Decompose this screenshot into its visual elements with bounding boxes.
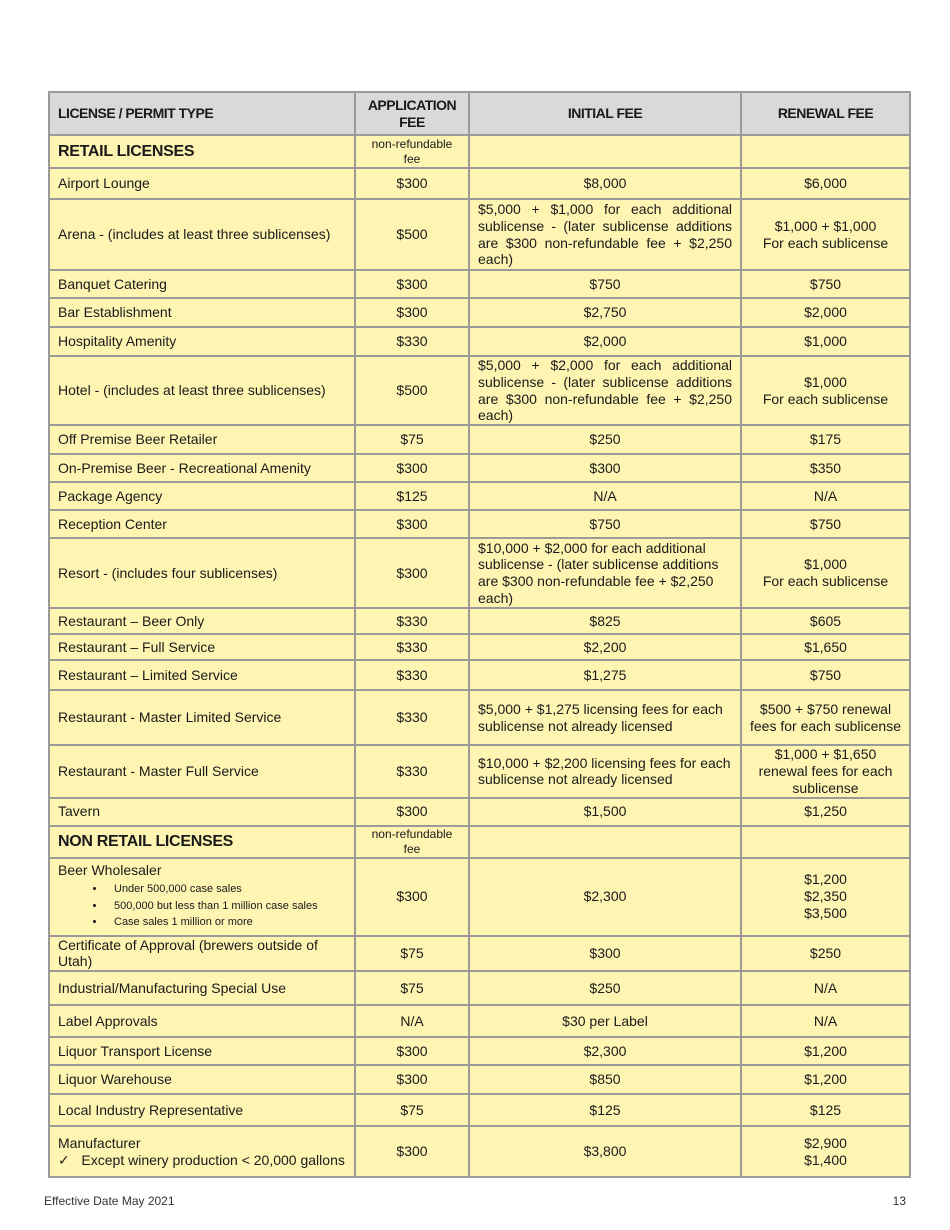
license-name: Resort - (includes four sublicenses) [49,538,355,608]
header-application-fee: APPLICATION FEE [355,92,469,135]
initial-fee [469,538,741,608]
license-name: Liquor Transport License [49,1037,355,1065]
checkmark-icon: ✓ [58,1151,70,1168]
application-fee: $300 [355,454,469,482]
license-name: Banquet Catering [49,270,355,298]
section-title: RETAIL LICENSES [49,135,355,168]
table-row [49,798,910,826]
table-row [49,1065,910,1094]
initial-fee: $2,300 [469,1037,741,1065]
license-name: Industrial/Manufacturing Special Use [49,971,355,1005]
table-row [49,425,910,454]
list-item: • Case sales 1 million or more [106,914,346,931]
initial-fee: $2,000 [469,327,741,356]
renewal-fee: $750 [741,270,910,298]
application-fee: $300 [355,538,469,608]
renewal-fee-lead: $500 + [759,700,804,717]
application-fee: $300 [355,858,469,936]
initial-fee: $250 [469,425,741,454]
renewal-fee: $175 [741,425,910,454]
table-row [49,690,910,745]
license-name: Hotel - (includes at least three sublicenses) [49,356,355,425]
initial-fee: $1,275 [469,660,741,690]
initial-fee: $2,300 [469,858,741,936]
initial-fee: N/A [469,482,741,510]
initial-fee-detail: $1,275 licensing fees for each sublicense not already licensed [478,700,723,734]
section-row-nonretail [49,826,910,858]
application-fee: $300 [355,1037,469,1065]
initial-fee [469,690,741,745]
application-fee: N/A [355,1005,469,1037]
table-row [49,634,910,660]
renewal-fee: $1,200 [741,1065,910,1094]
renewal-fee-line: $2,900 [804,1134,847,1151]
renewal-fee [741,1126,910,1177]
application-fee: $300 [355,298,469,327]
application-fee: $330 [355,327,469,356]
manufacturer-exception [58,1152,346,1169]
section-row-retail [49,135,910,168]
application-fee: $300 [355,1126,469,1177]
header-row [49,92,910,135]
renewal-fee: $750 [741,660,910,690]
table-row [49,298,910,327]
renewal-fee: $750 [741,510,910,538]
effective-date: Effective Date May 2021 [44,1194,175,1208]
license-name-label: Manufacturer [58,1134,141,1151]
license-name: On-Premise Beer - Recreational Amenity [49,454,355,482]
renewal-fee-detail: $750 renewal fees for each sublicense [750,700,901,734]
application-fee: $300 [355,510,469,538]
application-fee: $300 [355,1065,469,1094]
application-fee: $330 [355,660,469,690]
table-row [49,936,910,972]
application-fee: $330 [355,608,469,634]
table-row [49,168,910,199]
initial-fee-detail: $2,000 for each additional sublicense - (later sublicense additions are $300 non-refundable fee + $2,250 each) [478,357,733,424]
initial-fee-detail: $2,200 licensing fees for each sublicense not already licensed [478,754,731,788]
table-row [49,482,910,510]
license-name: Tavern [49,798,355,826]
table-row [49,1037,910,1065]
table-row [49,199,910,270]
renewal-fee: $350 [741,454,910,482]
license-name: Restaurant – Beer Only [49,608,355,634]
table-row [49,510,910,538]
initial-fee: $300 [469,454,741,482]
renewal-fee [741,356,910,425]
initial-fee-lead: $5,000 + [478,200,540,217]
section-note: non-refundable fee [355,135,469,168]
license-name: Certificate of Approval (brewers outside of Utah) [49,936,355,972]
initial-fee-lead: $10,000 + [478,539,541,556]
table-row [49,327,910,356]
renewal-fee-line: $3,500 [804,904,847,921]
initial-fee: $850 [469,1065,741,1094]
license-name [49,858,355,936]
list-item: • 500,000 but less than 1 million case sales [106,898,346,915]
initial-fee [469,199,741,270]
application-fee: $500 [355,356,469,425]
initial-fee: $750 [469,270,741,298]
renewal-fee-detail: $1,650 renewal fees for each sublicense [758,746,893,796]
initial-fee: $2,750 [469,298,741,327]
renewal-fee: N/A [741,482,910,510]
license-name: Reception Center [49,510,355,538]
initial-fee: $30 per Label [469,1005,741,1037]
table-row [49,356,910,425]
renewal-fee-line: For each sublicense [762,573,889,590]
renewal-fee: $1,000 [741,327,910,356]
table-row [49,1005,910,1037]
exception-text: Except winery production < 20,000 gallons [81,1151,345,1168]
table-row [49,660,910,690]
renewal-fee: $250 [741,936,910,972]
initial-fee: $750 [469,510,741,538]
initial-fee-lead: $5,000 + [478,700,533,717]
initial-fee: $2,200 [469,634,741,660]
initial-fee-lead: $10,000 + [478,754,541,771]
initial-fee [469,356,741,425]
license-name-label: Beer Wholesaler [58,862,162,879]
initial-fee: $825 [469,608,741,634]
renewal-fee: $1,250 [741,798,910,826]
renewal-fee-line: $1,000 [804,373,847,390]
renewal-fee-line: $2,350 [804,888,847,905]
renewal-fee-line: $1,000 + $1,000 [774,217,877,234]
table-row [49,971,910,1005]
table-row [49,538,910,608]
header-license-type: LICENSE / PERMIT TYPE [49,92,355,135]
table-row [49,608,910,634]
license-name: Arena - (includes at least three sublicenses) [49,199,355,270]
table-row [49,1094,910,1126]
renewal-fee: $125 [741,1094,910,1126]
renewal-fee-line: $1,200 [804,871,847,888]
section-note: non-refundable fee [355,826,469,858]
renewal-fee-lead: $1,000 + [774,746,830,763]
license-name: Bar Establishment [49,298,355,327]
renewal-fee [741,690,910,745]
application-fee: $500 [355,199,469,270]
renewal-fee [741,199,910,270]
application-fee: $330 [355,634,469,660]
renewal-fee [741,858,910,936]
application-fee: $330 [355,745,469,797]
license-name: Liquor Warehouse [49,1065,355,1094]
license-name: Off Premise Beer Retailer [49,425,355,454]
renewal-fee-line: $1,400 [804,1151,847,1168]
renewal-fee: $1,200 [741,1037,910,1065]
application-fee: $300 [355,270,469,298]
initial-fee [469,745,741,797]
license-name: Restaurant - Master Full Service [49,745,355,797]
table-row [49,858,910,936]
license-name: Package Agency [49,482,355,510]
initial-fee-detail: $2,000 for each additional sublicense - (later sublicense additions are $300 non-refundable fee + $2,250 each) [478,539,719,606]
license-name: Airport Lounge [49,168,355,199]
initial-fee: $125 [469,1094,741,1126]
fee-table [48,91,911,1178]
application-fee: $300 [355,798,469,826]
list-item: • Under 500,000 case sales [106,881,346,898]
license-name: Hospitality Amenity [49,327,355,356]
application-fee: $330 [355,690,469,745]
license-name: Restaurant - Master Limited Service [49,690,355,745]
application-fee: $75 [355,971,469,1005]
renewal-fee-line: $1,000 [804,556,847,573]
table-row [49,270,910,298]
renewal-fee-line: For each sublicense [762,234,889,251]
renewal-fee: $605 [741,608,910,634]
section-title: NON RETAIL LICENSES [49,826,355,858]
application-fee: $75 [355,425,469,454]
renewal-fee: N/A [741,971,910,1005]
renewal-fee: $1,650 [741,634,910,660]
header-renewal-fee: RENEWAL FEE [741,92,910,135]
initial-fee-detail: $1,000 for each additional sublicense - (later sublicense additions are $300 non-refundable fee + $2,250 each) [478,200,733,268]
initial-fee: $250 [469,971,741,1005]
application-fee: $75 [355,936,469,972]
license-name: Label Approvals [49,1005,355,1037]
renewal-fee: $2,000 [741,298,910,327]
table-row [49,454,910,482]
case-sales-tiers [58,881,346,931]
table-row [49,1126,910,1177]
header-initial-fee: INITIAL FEE [469,92,741,135]
renewal-fee [741,538,910,608]
initial-fee: $3,800 [469,1126,741,1177]
page-number: 13 [892,1194,906,1208]
renewal-fee [741,745,910,797]
initial-fee: $1,500 [469,798,741,826]
license-name [49,1126,355,1177]
license-name: Local Industry Representative [49,1094,355,1126]
license-name: Restaurant – Limited Service [49,660,355,690]
renewal-fee: $6,000 [741,168,910,199]
application-fee: $75 [355,1094,469,1126]
renewal-fee-line: For each sublicense [762,390,889,407]
table-row [49,745,910,797]
application-fee: $300 [355,168,469,199]
application-fee: $125 [355,482,469,510]
license-name: Restaurant – Full Service [49,634,355,660]
renewal-fee: N/A [741,1005,910,1037]
initial-fee: $8,000 [469,168,741,199]
initial-fee-lead: $5,000 + [478,357,540,373]
initial-fee: $300 [469,936,741,972]
